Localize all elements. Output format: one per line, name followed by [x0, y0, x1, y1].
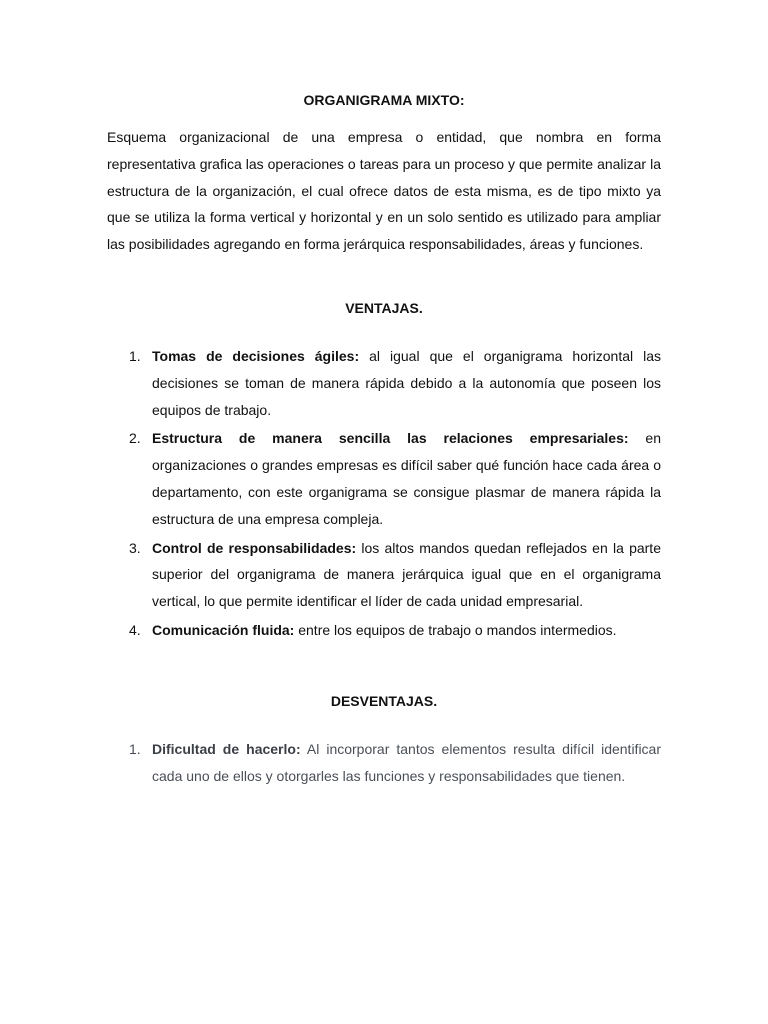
- list-number: 1.: [129, 348, 141, 364]
- desventajas-heading: DESVENTAJAS.: [330, 693, 438, 709]
- list-term: Estructura de manera sencilla las relaciones empresariales:: [152, 430, 629, 447]
- list-number: 3.: [129, 539, 141, 556]
- list-text: Al incorporar tantos elementos resulta difícil identificar cada uno de ellos y otorgarles las funciones y responsabilidades que tienen.: [152, 741, 662, 784]
- list-number: 2.: [129, 430, 141, 447]
- list-text: los altos mandos quedan reflejados en la parte superior del organigrama de manera jerárquica igual que en el organigrama vertical, lo que permite identificar el líder de cada unidad empresarial.: [152, 539, 661, 610]
- list-number: 1.: [129, 741, 141, 757]
- list-term: Comunicación fluida:: [152, 621, 295, 638]
- list-item: [107, 535, 661, 615]
- list-number: 4.: [129, 621, 141, 638]
- document-title: ORGANIGRAMA MIXTO:: [303, 92, 465, 108]
- list-item: [107, 617, 661, 644]
- list-term: Control de responsabilidades:: [152, 539, 357, 556]
- ventajas-heading: VENTAJAS.: [345, 300, 423, 316]
- list-text: en organizaciones o grandes empresas es difícil saber qué función hace cada área o departamento, con este organigrama se consigue plasmar de manera rápida la estructura de una empresa compleja.: [152, 430, 661, 527]
- list-term: Tomas de decisiones ágiles:: [152, 348, 360, 364]
- list-text: al igual que el organigrama horizontal las decisiones se toman de manera rápida debido a la autonomía que poseen los equipos de trabajo.: [152, 348, 661, 418]
- ventajas-list: [107, 343, 661, 646]
- intro-paragraph: Esquema organizacional de una empresa o entidad, que nombra en forma representativa grafica las operaciones o tareas para un proceso y que permite analizar la estructura de la organización, el cual ofrece datos de esta misma, es de tipo mixto ya que se utiliza la forma vertical y horizontal y en un solo sentido es utilizado para ampliar las posibilidades agregando en forma jerárquica responsabilidades, áreas y funciones.: [107, 129, 661, 253]
- list-item: [107, 736, 661, 790]
- list-text: entre los equipos de trabajo o mandos intermedios.: [294, 621, 617, 638]
- list-item: [107, 343, 661, 423]
- list-item: [107, 425, 661, 532]
- list-term: Dificultad de hacerlo:: [152, 741, 301, 757]
- desventajas-list: [107, 736, 661, 792]
